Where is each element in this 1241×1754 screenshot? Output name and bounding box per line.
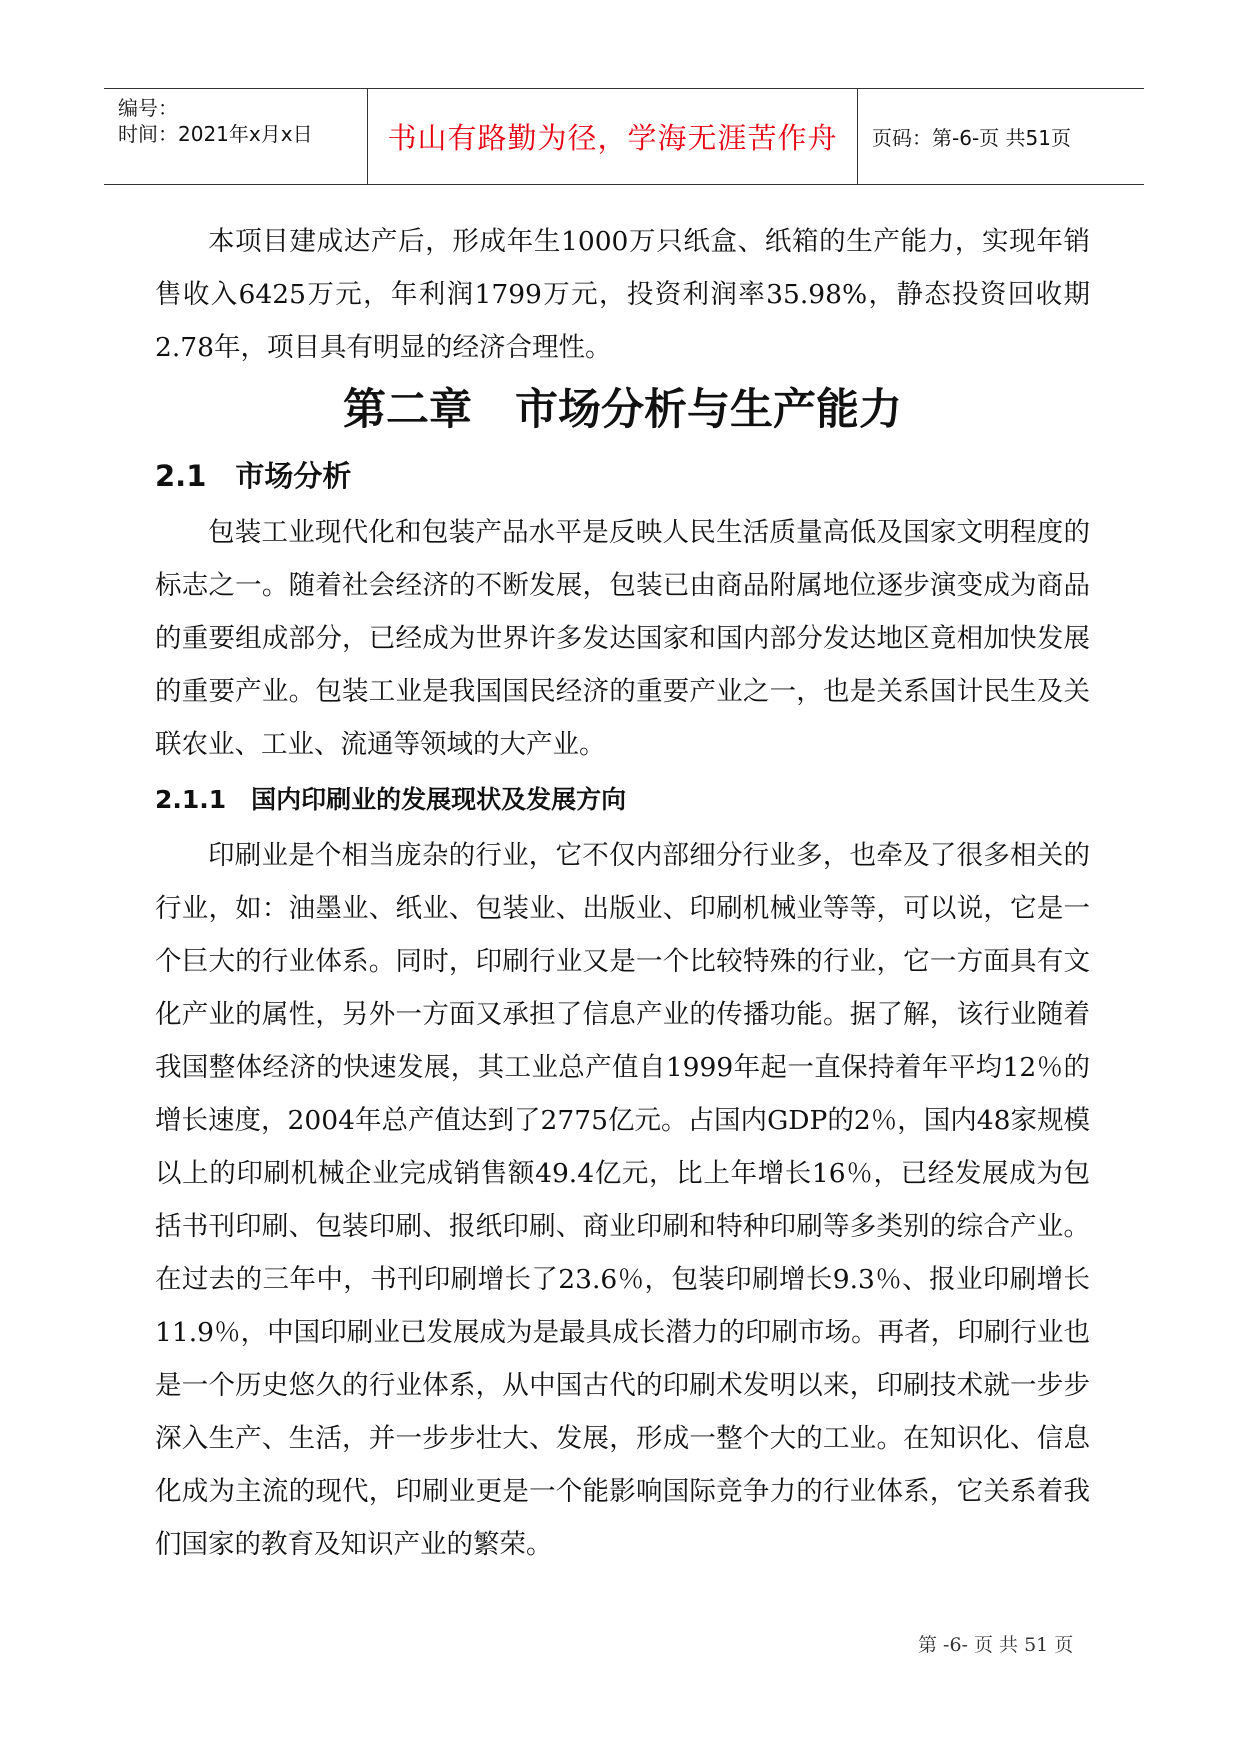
page-footer: 第 -6- 页 共 51 页 <box>918 1634 1074 1656</box>
paragraph-printing: 印刷业是个相当庞杂的行业，它不仅内部细分行业多，也牵及了很多相关的行业，如：油墨业、纸业、包装业、出版业、印刷机械业等等，可以说，它是一个巨大的行业体系。同时，印刷行业又是一个比较特殊的行业，它一方面具有文化产业的属性，另外一方面又承担了信息产业的传播功能。据了解，该行业随着我国整体经济的快速发展，其工业总产值自1999年起一直保持着年平均12％的增长速度，2004年总产值达到了2775亿元。占国内GDP的2％，国内48家规模以上的印刷机械企业完成销售额49.4亿元，比上年增长16％，已经发展成为包括书刊印刷、包装印刷、报纸印刷、商业印刷和特种印刷等多类别的综合产业。在过去的三年中，书刊印刷增长了23.6％，包装印刷增长9.3％、报业印刷增长11.9％，中国印刷业已发展成为是最具成长潜力的印刷市场。再者，印刷行业也是一个历史悠久的行业体系，从中国古代的印刷术发明以来，印刷技术就一步步深入生产、生活，并一步步壮大、发展，形成一整个大的工业。在知识化、信息化成为主流的现代，印刷业更是一个能影响国际竞争力的行业体系，它关系着我们国家的教育及知识产业的繁荣。 <box>155 840 1090 1560</box>
header-number-label: 编号： <box>118 96 178 120</box>
page-header <box>104 88 1144 185</box>
header-time: 时间：2021年x月x日 <box>118 122 313 146</box>
section-heading-2-1: 2.1 市场分析 <box>155 459 352 493</box>
document-body <box>155 215 1090 1571</box>
chapter-title: 第二章 市场分析与生产能力 <box>343 385 902 435</box>
paragraph-packaging: 包装工业现代化和包装产品水平是反映人民生活质量高低及国家文明程度的标志之一。随着社会经济的不断发展，包装已由商品附属地位逐步演变成为商品的重要组成部分，已经成为世界许多发达国家和国内部分发达地区竟相加快发展的重要产业。包装工业是我国国民经济的重要产业之一，也是关系国计民生及关联农业、工业、流通等领域的大产业。 <box>155 517 1090 760</box>
section-heading-2-1-1: 2.1.1 国内印刷业的发展现状及发展方向 <box>155 785 627 814</box>
paragraph-summary: 本项目建成达产后，形成年生1000万只纸盒、纸箱的生产能力，实现年销售收入6425万元，年利润1799万元，投资利润率35.98%，静态投资回收期2.78年，项目具有明显的经济合理性。 <box>155 226 1090 363</box>
header-page-info: 页码：第-6-页 共51页 <box>872 126 1071 150</box>
header-motto: 书山有路勤为径，学海无涯苦作舟 <box>368 89 858 184</box>
header-meta <box>104 89 368 184</box>
